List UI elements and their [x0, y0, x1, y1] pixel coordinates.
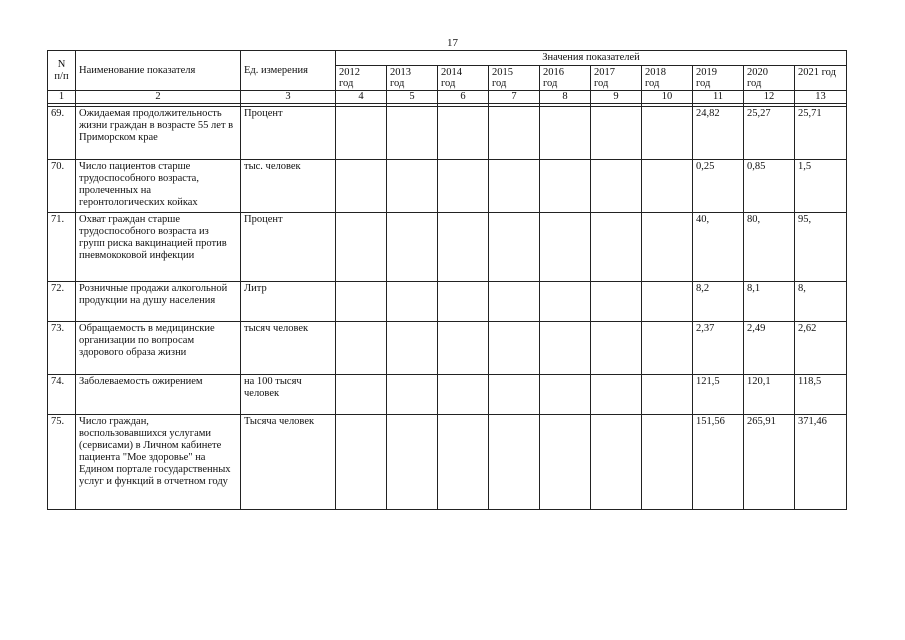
indicator-value: [540, 160, 591, 213]
indicator-value: [540, 213, 591, 282]
indicator-value: 40,: [693, 213, 744, 282]
indicator-value: [489, 107, 540, 160]
indicator-value: [438, 322, 489, 375]
indicator-name: Обращаемость в медицинские организации по вопросам здорового образа жизни: [76, 322, 241, 375]
row-number: 70.: [48, 160, 76, 213]
header-year: 2012 год: [336, 66, 387, 91]
table-row: [48, 107, 847, 160]
indicator-value: [336, 213, 387, 282]
indicator-value: [591, 415, 642, 510]
row-number: 75.: [48, 415, 76, 510]
indicator-value: 2,49: [744, 322, 795, 375]
indicator-unit: тыс. человек: [241, 160, 336, 213]
table-row: [48, 160, 847, 213]
column-number: 3: [241, 91, 336, 104]
column-number-row: [48, 91, 847, 104]
header-year: 2016 год: [540, 66, 591, 91]
indicator-value: [540, 282, 591, 322]
indicator-value: [642, 415, 693, 510]
header-year: 2013 год: [387, 66, 438, 91]
indicator-value: [387, 415, 438, 510]
row-number: 71.: [48, 213, 76, 282]
header-values: Значения показателей: [336, 51, 847, 66]
header-year: 2014 год: [438, 66, 489, 91]
header-unit: Ед. измерения: [241, 51, 336, 91]
indicator-value: [489, 322, 540, 375]
indicator-value: [540, 375, 591, 415]
table-row: [48, 375, 847, 415]
indicator-unit: Процент: [241, 107, 336, 160]
indicator-value: [591, 107, 642, 160]
indicator-value: [336, 375, 387, 415]
row-number: 69.: [48, 107, 76, 160]
indicator-value: [336, 282, 387, 322]
indicator-value: 25,71: [795, 107, 847, 160]
indicator-value: [591, 282, 642, 322]
indicator-value: 118,5: [795, 375, 847, 415]
indicator-value: [642, 375, 693, 415]
column-number: 9: [591, 91, 642, 104]
indicator-value: [336, 107, 387, 160]
indicator-value: [387, 213, 438, 282]
indicator-unit: Тысяча человек: [241, 415, 336, 510]
column-number: 5: [387, 91, 438, 104]
header-num: N п/п: [48, 51, 76, 91]
indicator-value: [540, 107, 591, 160]
indicator-value: [438, 107, 489, 160]
indicator-value: [387, 322, 438, 375]
indicator-value: [387, 282, 438, 322]
column-number: 2: [76, 91, 241, 104]
indicator-unit: Литр: [241, 282, 336, 322]
indicator-value: 1,5: [795, 160, 847, 213]
indicator-value: 0,85: [744, 160, 795, 213]
column-number: 12: [744, 91, 795, 104]
column-number: 10: [642, 91, 693, 104]
column-number: 8: [540, 91, 591, 104]
indicator-unit: на 100 тысяч человек: [241, 375, 336, 415]
indicator-value: [387, 375, 438, 415]
table-row: [48, 213, 847, 282]
indicator-value: [438, 282, 489, 322]
table-row: [48, 415, 847, 510]
indicator-value: [438, 160, 489, 213]
indicator-name: Число граждан, воспользовавшихся услугами (сервисами) в Личном кабинете пациента "Мое здоровье" на Едином портале государственных услуг и функций в отчетном году: [76, 415, 241, 510]
header-year: 2017 год: [591, 66, 642, 91]
indicator-value: [642, 213, 693, 282]
row-number: 72.: [48, 282, 76, 322]
indicator-value: [642, 160, 693, 213]
header-year: 2021 год: [795, 66, 847, 91]
table-row: [48, 282, 847, 322]
indicator-value: [489, 213, 540, 282]
indicator-value: [489, 160, 540, 213]
indicator-name: Ожидаемая продолжительность жизни граждан в возрасте 55 лет в Приморском крае: [76, 107, 241, 160]
indicator-value: [336, 322, 387, 375]
column-number: 4: [336, 91, 387, 104]
indicator-value: [387, 160, 438, 213]
indicator-value: [489, 415, 540, 510]
column-number: 1: [48, 91, 76, 104]
row-number: 73.: [48, 322, 76, 375]
indicator-value: [591, 375, 642, 415]
indicator-name: Розничные продажи алкогольной продукции на душу населения: [76, 282, 241, 322]
indicator-value: [387, 107, 438, 160]
indicator-value: [591, 160, 642, 213]
indicator-value: [540, 415, 591, 510]
row-number: 74.: [48, 375, 76, 415]
indicator-unit: тысяч человек: [241, 322, 336, 375]
indicator-value: [540, 322, 591, 375]
indicator-value: 8,: [795, 282, 847, 322]
indicator-value: [438, 415, 489, 510]
header-year: 2015 год: [489, 66, 540, 91]
header-year: 2020 год: [744, 66, 795, 91]
indicator-value: [591, 322, 642, 375]
indicator-value: 24,82: [693, 107, 744, 160]
indicator-unit: Процент: [241, 213, 336, 282]
indicator-value: [336, 160, 387, 213]
indicator-name: Заболеваемость ожирением: [76, 375, 241, 415]
header-year: 2018 год: [642, 66, 693, 91]
column-number: 6: [438, 91, 489, 104]
indicator-value: 371,46: [795, 415, 847, 510]
indicator-value: 2,62: [795, 322, 847, 375]
indicator-value: 2,37: [693, 322, 744, 375]
header-name: Наименование показателя: [76, 51, 241, 91]
indicator-value: [642, 107, 693, 160]
column-number: 13: [795, 91, 847, 104]
indicator-value: 120,1: [744, 375, 795, 415]
indicator-value: [489, 375, 540, 415]
indicator-value: [336, 415, 387, 510]
indicator-value: 265,91: [744, 415, 795, 510]
indicator-value: 95,: [795, 213, 847, 282]
indicator-name: Число пациентов старше трудоспособного возраста, пролеченных на геронтологических койках: [76, 160, 241, 213]
indicator-value: [438, 375, 489, 415]
indicator-value: 151,56: [693, 415, 744, 510]
indicator-value: [642, 282, 693, 322]
column-number: 11: [693, 91, 744, 104]
column-number: 7: [489, 91, 540, 104]
indicator-value: 8,1: [744, 282, 795, 322]
indicator-value: 121,5: [693, 375, 744, 415]
indicator-value: [438, 213, 489, 282]
indicator-name: Охват граждан старше трудоспособного возраста из групп риска вакцинацией против пневмококовой инфекции: [76, 213, 241, 282]
page-number: 17: [447, 37, 458, 49]
indicators-table: [47, 50, 847, 510]
indicator-value: [642, 322, 693, 375]
indicator-value: 25,27: [744, 107, 795, 160]
indicator-value: [489, 282, 540, 322]
indicator-value: 0,25: [693, 160, 744, 213]
table-row: [48, 322, 847, 375]
indicator-value: [591, 213, 642, 282]
header-year: 2019 год: [693, 66, 744, 91]
indicator-value: 80,: [744, 213, 795, 282]
indicator-value: 8,2: [693, 282, 744, 322]
header-row-top: [48, 51, 847, 66]
